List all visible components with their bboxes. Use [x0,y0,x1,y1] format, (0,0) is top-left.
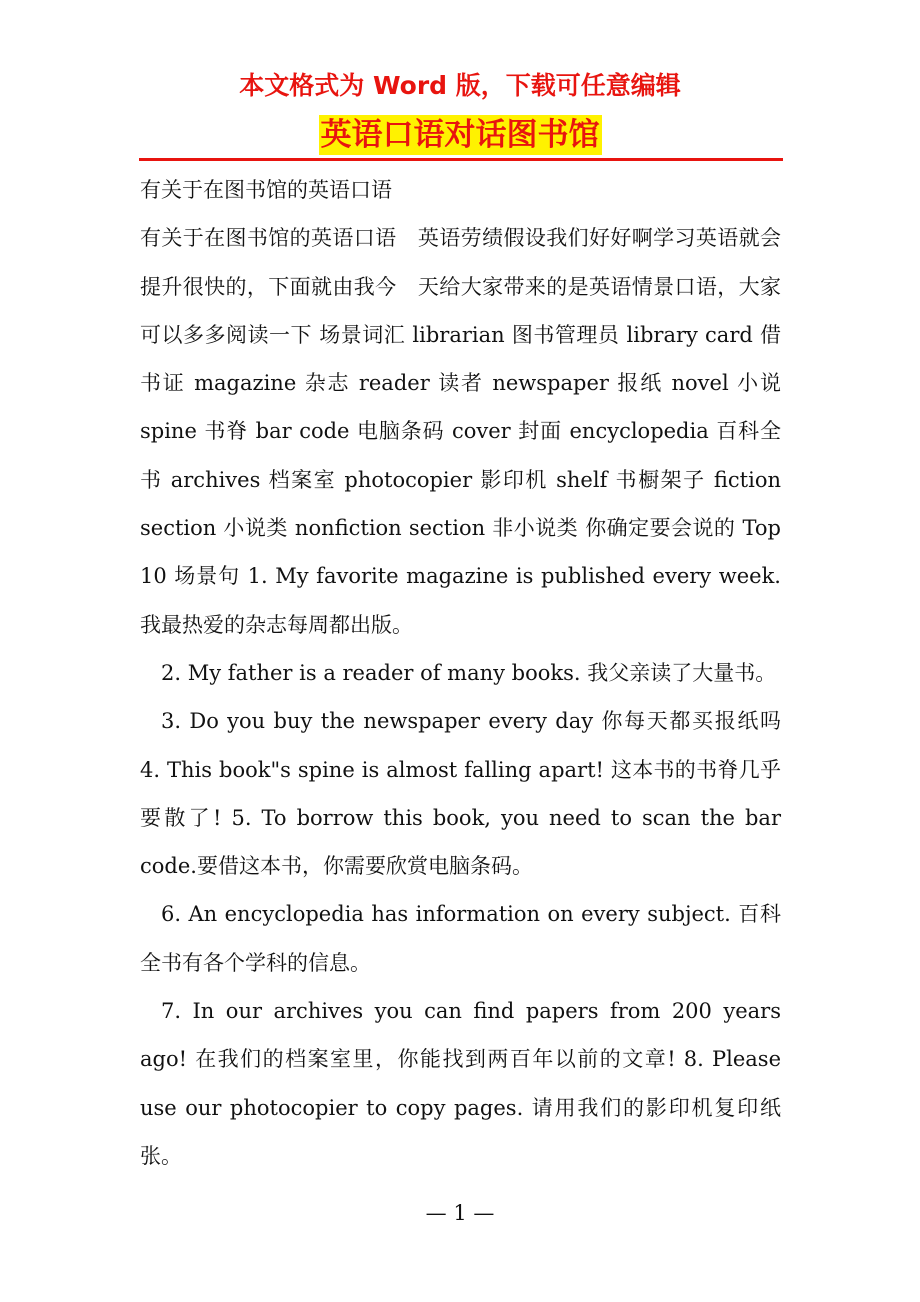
paragraph-sentence-2: 2. My father is a reader of many books. 我父亲读了大量书。 [161,660,777,685]
page-number: — 1 — [425,1201,495,1225]
document-title: 英语口语对话图书馆 [320,117,600,153]
subtitle-line: 有关于在图书馆的英语口语 [140,178,392,202]
format-notice-banner: 本文格式为 Word 版，下载可任意编辑 [239,71,681,100]
paragraph-sentences-7-8: 7. In our archives you can find papers from 200 years ago! 在我们的档案室里，你能找到两百年以前的文章! 8. Please use our photocopier to copy pages. 请用我们的影印机复印纸张。 [140,999,781,1168]
paragraph-sentence-6: 6. An encyclopedia has information on every subject. 百科全书有各个学科的信息。 [140,902,781,975]
document-body [140,166,781,1180]
title-container [0,115,920,155]
title-divider [139,158,783,161]
paragraph-sentences-3-5: 3. Do you buy the newspaper every day 你每天都买报纸吗 4. This book"s spine is almost falling apart! 这本书的书脊几乎要散了! 5. To borrow this book, you need to scan the bar code.要借这本书，你需要欣赏电脑条码。 [140,709,781,879]
paragraph-intro-vocabulary: 有关于在图书馆的英语口语 英语劳绩假设我们好好啊学习英语就会提升很快的，下面就由我今 天给大家带来的是英语情景口语，大家可以多多阅读一下 场景词汇 librarian 图书管理员 library card 借书证 magazine 杂志 reader 读者 newspaper 报纸 novel 小说 spine 书脊 bar code 电脑条码 cover 封面 encyclopedia 百科全书 archives 档案室 photocopier 影印机 shelf 书橱架子 fiction section 小说类 nonfiction section 非小说类 你确定要会说的 Top 10 场景句 1. My favorite magazine is published every week. 我最热爱的杂志每周都出版。 [140,226,781,637]
